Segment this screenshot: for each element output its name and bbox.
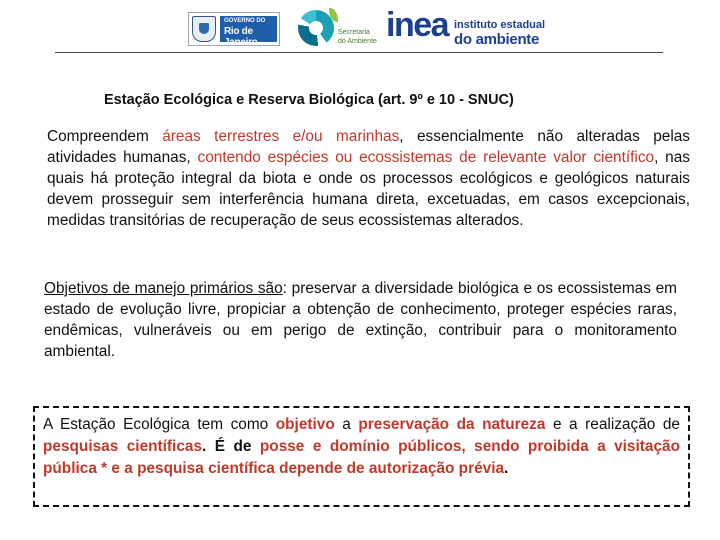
emphasis-pesquisas: pesquisas científicas (43, 438, 203, 455)
logo-sea-line1: Secretaria (338, 29, 370, 36)
objectives-paragraph: Objetivos de manejo primários são: preservar a diversidade biológica e os ecossistemas em estado de evolução livre, propiciar a obtenção de conhecimento, proteger espécies raras, endêmicas, vulneráveis ou em perigo de extinção, contribuir para o monitoramento ambiental. (44, 280, 677, 360)
inea-line2: do ambiente (454, 31, 540, 48)
inea-wordmark: inea (386, 6, 449, 44)
inea-line1: instituto estadual (454, 19, 546, 31)
coat-of-arms-icon (192, 16, 216, 42)
box-paragraph: A Estação Ecológica tem como objetivo a preservação da natureza e a realização de pesquisas científicas. É de posse e domínio públicos, sendo proibida a visitação pública * e a pesquisa científica depende de autorização prévia. (43, 416, 680, 477)
highlight-areas: áreas terrestres e/ou marinhas (162, 128, 400, 145)
emphasis-autorizacao: autorização prévia (368, 460, 505, 477)
emphasis-posse: posse e domínio públicos, sendo proibida a visitação pública * (43, 438, 680, 477)
secretaria-ambiente-logo (298, 8, 378, 50)
logo-rj-top-text: GOVERNO DO (224, 18, 266, 24)
inea-logo (386, 6, 546, 50)
objectives-label: Objetivos de manejo primários são (44, 280, 283, 297)
header-logos (0, 8, 720, 50)
highlight-species: contendo espécies ou ecossistemas de relevante valor científico (197, 149, 655, 166)
logo-sea-line2: do Ambiente (338, 38, 377, 45)
emphasis-preservacao: preservação da natureza (358, 416, 546, 433)
swirl-icon (298, 10, 334, 46)
emphasis-objetivo: objetivo (275, 416, 335, 433)
logo-rj-name: Rio de Janeiro (224, 26, 258, 48)
highlight-box (33, 406, 690, 507)
definition-paragraph: Compreendem áreas terrestres e/ou marinhas, essencialmente não alteradas pelas atividades humanas, contendo espécies ou ecossistemas de relevante valor científico, nas quais há proteção integral da biota e onde os processos ecológicos e geológicos naturais devem prosseguir sem interferência humana direta, excetuadas, em casos excepcionais, medidas transitórias de recuperação de seus ecossistemas alterados. (47, 128, 691, 229)
slide-title: Estação Ecológica e Reserva Biológica (art. 9º e 10 - SNUC) (104, 92, 514, 108)
rio-de-janeiro-government-logo (188, 12, 280, 46)
header-divider (55, 52, 663, 53)
